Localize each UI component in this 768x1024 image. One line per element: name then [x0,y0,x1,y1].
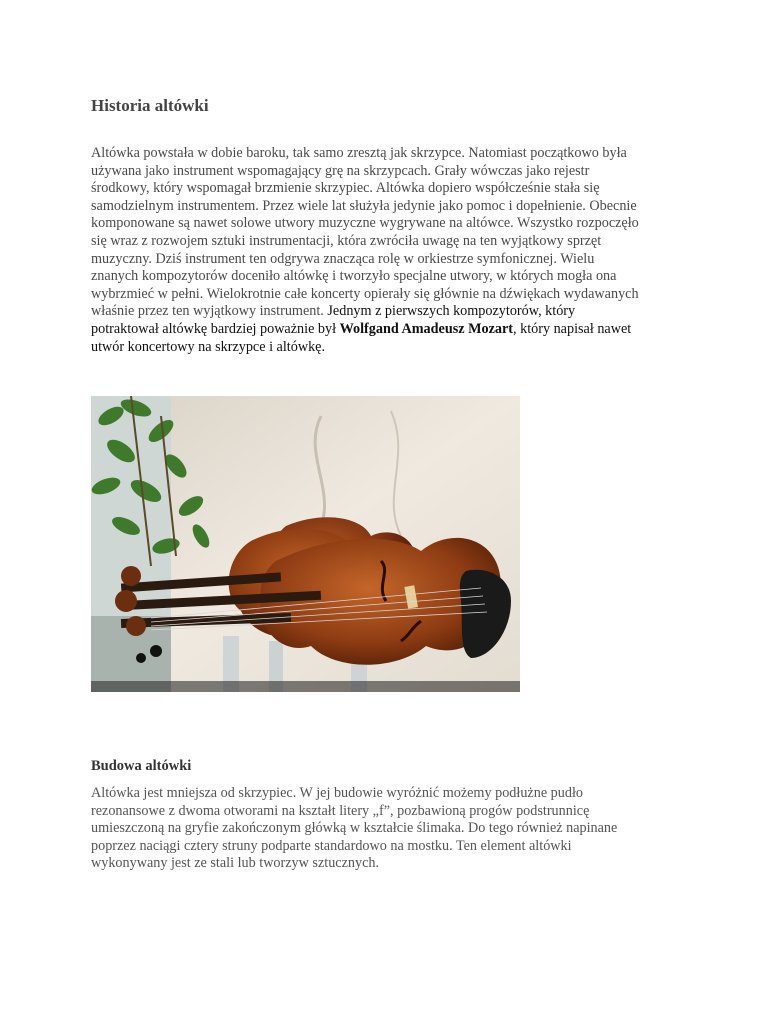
paragraph-line: wybrzmieć w pełni. Wielokrotnie całe koncerty opierały się głównie na dźwiękach wydawanych [91,285,639,302]
paragraph-line: Altówka jest mniejsza od skrzypiec. W jej budowie wyróżnić możemy podłużne pudło [91,785,583,801]
paragraph-line: komponowane są nawet solowe utwory muzyczne wygrywane na altówce. Wszystko rozpoczęło [91,215,639,232]
paragraph-line: poprzez naciągi cztery struny podparte standardowo na mostku. Ten element altówki [91,837,572,854]
paragraph-line-dark: Jednym z pierwszych kompozytorów, który [323,303,576,320]
paragraph-historia [91,145,691,356]
paragraph-line: umieszczoną na gryfie zakończonym główką w kształcie ślimaka. Do tego również napinane [91,820,618,837]
paragraph-line: Altówka powstała w dobie baroku, tak samo zresztą jak skrzypce. Natomiast początkowo była [91,145,627,161]
paragraph-budowa [91,785,691,873]
paragraph-line: środkowy, który wspomagał brzmienie skrzypiec. Altówka dopiero współcześnie stała się [91,180,600,197]
violas-photo [91,396,520,692]
paragraph-line-dark: utwór koncertowy na skrzypce i altówkę. [91,338,326,355]
paragraph-line: się wraz z rozwojem sztuki instrumentacji, która zwróciła uwagę na ten wyjątkowy sprzęt [91,232,602,249]
heading-budowa: Budowa altówki [91,758,192,774]
composer-name: Wolfgand Amadeusz Mozart [339,320,513,337]
paragraph-line: używana jako instrument wspomagający grę na skrzypcach. Grały wówczas jako rejestr [91,162,590,179]
paragraph-line-dark: potraktował altówkę bardziej poważnie był [91,320,340,337]
paragraph-line: samodzielnym instrumentem. Przez wiele lat służyła jedynie jako pomoc i dopełnienie. Obecnie [91,197,637,214]
violas-illustration [91,396,520,692]
heading-historia: Historia altówki [91,96,209,115]
paragraph-line: znanych kompozytorów doceniło altówkę i tworzyło specjalne utwory, w których mogła ona [91,268,617,285]
paragraph-line: właśnie przez ten wyjątkowy instrument. [91,303,324,320]
paragraph-line-dark: , który napisał nawet [513,320,632,337]
paragraph-line: wykonywany jest ze stali lub tworzyw sztucznych. [91,855,380,872]
paragraph-line: rezonansowe z dwoma otworami na kształt litery „f”, pozbawioną progów podstrunnicę [91,802,590,819]
paragraph-line: muzyczny. Dziś instrument ten odgrywa znacząca rolę w orkiestrze symfonicznej. Wielu [91,250,595,267]
